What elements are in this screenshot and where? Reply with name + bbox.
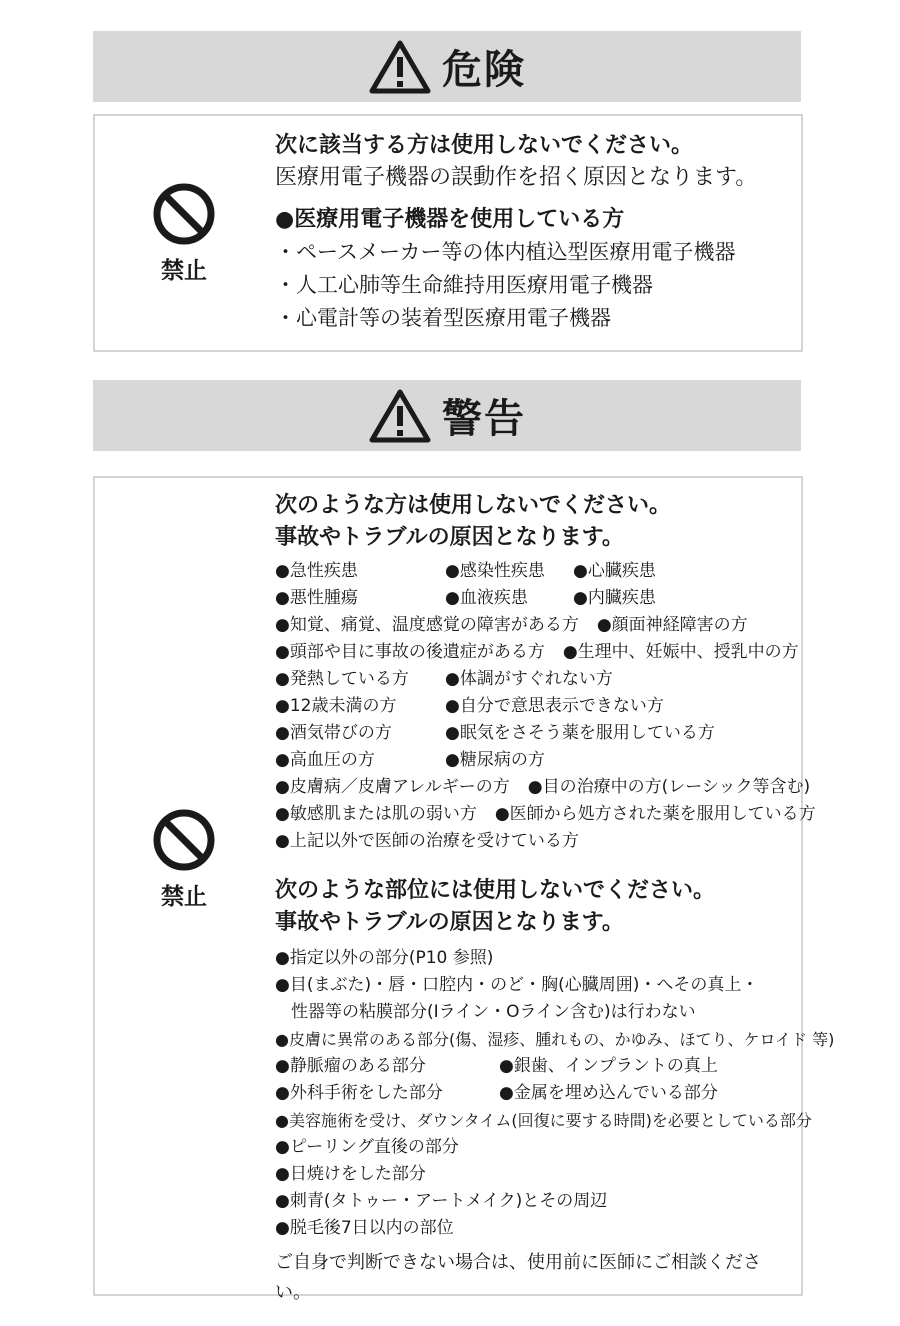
list-row — [275, 693, 793, 720]
warning-prohibit — [143, 808, 225, 911]
prohibit-label: 禁止 — [161, 258, 207, 284]
danger-heading: 次に該当する方は使用しないでください。 — [275, 133, 694, 158]
list-item: ●酒気帯びの方 — [275, 723, 392, 743]
danger-subheading: 医療用電子機器の誤動作を招く原因となります。 — [275, 165, 758, 190]
list-item: ●糖尿病の方 — [445, 750, 545, 770]
list-item: ●心臓疾患 — [573, 561, 656, 581]
list-row — [275, 801, 816, 828]
danger-group-title: ●医療用電子機器を使用している方 — [275, 207, 625, 232]
list-item: ●金属を埋め込んでいる部分 — [499, 1083, 718, 1103]
list-item: ●自分で意思表示できない方 — [445, 696, 664, 716]
list-item: ●銀歯、インプラントの真上 — [499, 1056, 718, 1076]
list-row — [275, 747, 793, 774]
list-item: ●発熱している方 — [275, 669, 409, 689]
list-item: ●体調がすぐれない方 — [445, 669, 613, 689]
list-item: ●内臓疾患 — [573, 588, 656, 608]
danger-panel — [93, 114, 803, 352]
list-item: ●敏感肌または肌の弱い方 — [275, 804, 477, 824]
list-item: ●急性疾患 — [275, 561, 358, 581]
parts-heading: 次のような部位には使用しないでください。 — [275, 878, 716, 903]
list-row — [275, 774, 811, 801]
warning-triangle-icon — [368, 388, 432, 444]
warning-title: 警告 — [442, 396, 526, 442]
list-row — [275, 666, 793, 693]
prohibited-icon — [152, 182, 216, 246]
danger-title: 危険 — [442, 47, 526, 93]
prohibit-label: 禁止 — [161, 884, 207, 910]
list-item: ●静脈瘤のある部分 — [275, 1056, 426, 1076]
list-item: ・ペースメーカー等の体内植込型医療用電子機器 — [275, 240, 736, 264]
list-item: ・人工心肺等生命維持用医療用電子機器 — [275, 273, 653, 297]
list-item: ●指定以外の部分(P10 参照) — [275, 948, 494, 968]
list-row — [275, 639, 799, 666]
list-item: ●眠気をさそう薬を服用している方 — [445, 723, 715, 743]
list-row — [275, 720, 793, 747]
people-heading: 次のような方は使用しないでください。 — [275, 493, 672, 518]
list-item: ●頭部や目に事故の後遺症がある方 — [275, 642, 545, 662]
list-item: ●目の治療中の方(レーシック等含む) — [527, 777, 811, 797]
list-row — [275, 1053, 793, 1080]
list-item: ●12歳未満の方 — [275, 696, 397, 716]
list-row — [275, 612, 793, 639]
list-row — [275, 1080, 793, 1107]
list-item: ●上記以外で医師の治療を受けている方 — [275, 831, 579, 851]
danger-prohibit — [143, 182, 225, 285]
list-item: ●顔面神経障害の方 — [596, 615, 748, 635]
list-row — [275, 828, 793, 855]
list-item: ・心電計等の装着型医療用電子機器 — [275, 306, 611, 330]
list-item: ●感染性疾患 — [445, 561, 545, 581]
warning-panel — [93, 476, 835, 1303]
list-item: ●生理中、妊娠中、授乳中の方 — [562, 642, 799, 662]
list-item: ●日焼けをした部分 — [275, 1164, 426, 1184]
parts-list — [275, 945, 835, 1242]
list-item: ●脱毛後7日以内の部位 — [275, 1218, 454, 1238]
warning-triangle-icon — [368, 39, 432, 95]
list-item: ●高血圧の方 — [275, 750, 375, 770]
list-row — [275, 558, 793, 585]
list-item: 性器等の粘膜部分(Iライン・Oライン含む)は行わない — [291, 1002, 696, 1022]
list-item: ●ピーリング直後の部分 — [275, 1137, 459, 1157]
danger-content — [275, 130, 793, 335]
list-item: ●医師から処方された薬を服用している方 — [494, 804, 816, 824]
list-row — [275, 585, 793, 612]
warning-banner — [93, 380, 801, 451]
people-list — [275, 558, 816, 855]
list-item: ●血液疾患 — [445, 588, 528, 608]
list-item: ●外科手術をした部分 — [275, 1083, 443, 1103]
consult-note: ご自身で判断できない場合は、使用前に医師にご相談ください。 — [275, 1252, 761, 1303]
list-item: ●皮膚に異常のある部分(傷、湿疹、腫れもの、かゆみ、ほてり、ケロイド 等) — [275, 1030, 835, 1049]
warning-content — [275, 490, 835, 1308]
people-heading: 事故やトラブルの原因となります。 — [275, 525, 624, 550]
list-item: ●刺青(タトゥー・アートメイク)とその周辺 — [275, 1191, 608, 1211]
list-item: ●皮膚病／皮膚アレルギーの方 — [275, 777, 510, 797]
list-item: ●美容施術を受け、ダウンタイム(回復に要する時間)を必要としている部分 — [275, 1111, 812, 1130]
list-item: ●悪性腫瘍 — [275, 588, 358, 608]
prohibited-icon — [152, 808, 216, 872]
parts-heading: 事故やトラブルの原因となります。 — [275, 910, 624, 935]
list-item: ●目(まぶた)・唇・口腔内・のど・胸(心臓周囲)・へその真上・ — [275, 975, 759, 995]
list-item: ●知覚、痛覚、温度感覚の障害がある方 — [275, 615, 579, 635]
danger-banner — [93, 31, 801, 102]
